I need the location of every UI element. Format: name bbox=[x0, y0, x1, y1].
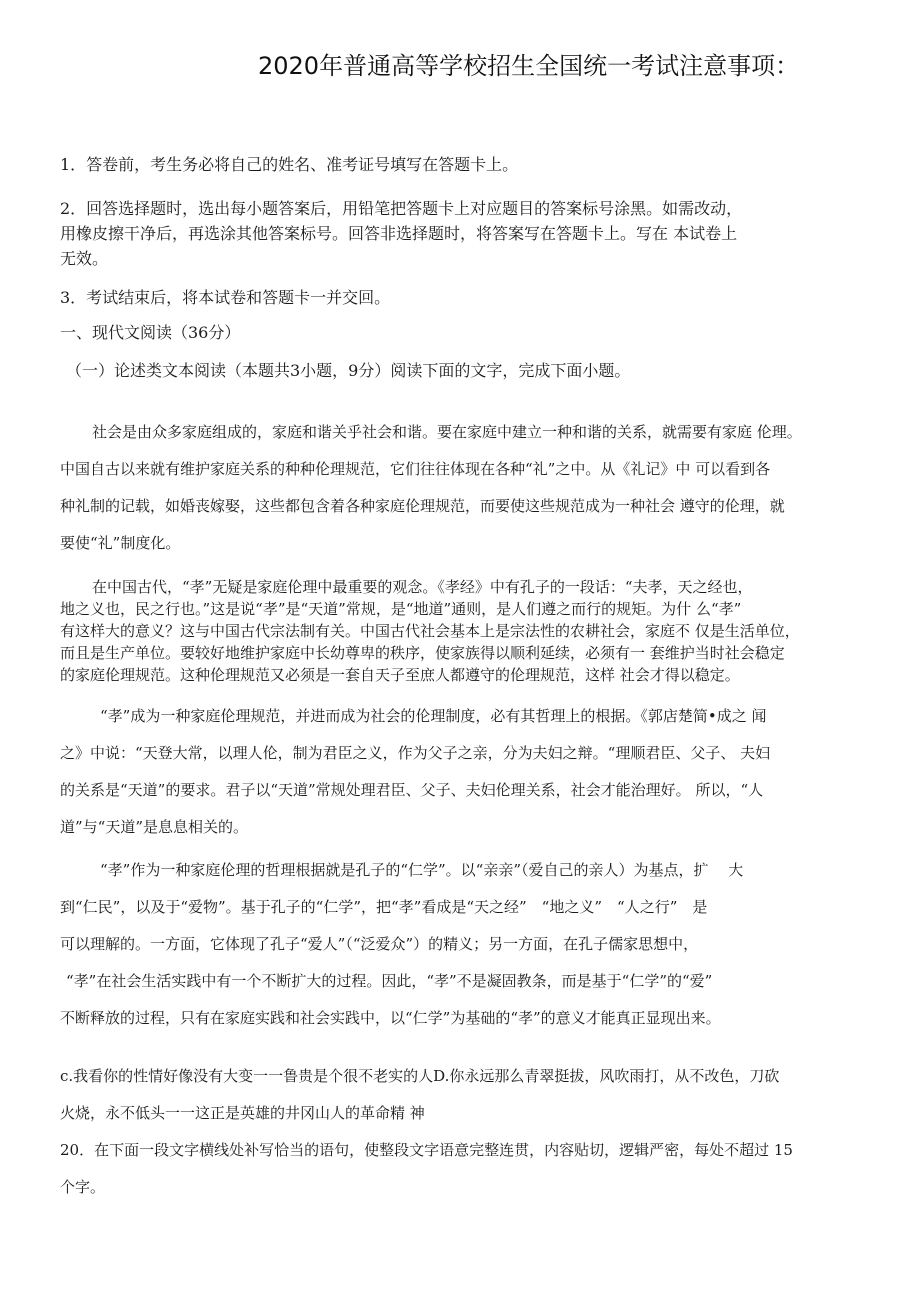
paragraph-line: 的关系是“天道”的要求。君子以“天道”常规处理君臣、父子、夫妇伦理关系，社会才能治理好。 所以，“人 bbox=[60, 781, 764, 799]
paragraph-line: 可以理解的。一方面，它体现了孔子“爱人”（“泛爱众”）的精义；另一方面，在孔子儒家思想中， bbox=[60, 935, 699, 953]
paragraph-line: 地之义也，民之行也。”这是说“孝”是“天道”常规，是“地道”通则，是人们遵之而行的规矩。为什 么“孝” bbox=[60, 600, 742, 618]
paragraph-line: 要使“礼”制度化。 bbox=[60, 534, 181, 552]
paragraph-3 bbox=[60, 698, 865, 846]
paragraph-4 bbox=[60, 852, 865, 1037]
paragraph-line: 种礼制的记载，如婚丧嫁娶，这些都包含着各种家庭伦理规范，而要使这些规范成为一种社会 遵守的伦理，就 bbox=[60, 497, 785, 515]
paragraph-2 bbox=[60, 576, 865, 686]
note-2-line-1: 2．回答选择题时，选出每小题答案后，用铅笔把答题卡上对应题目的答案标号涂黑。如需改动， bbox=[60, 199, 743, 218]
note-2-line-2: 用橡皮擦干净后，再选涂其他答案标号。回答非选择题时，将答案写在答题卡上。写在 本试卷上 bbox=[60, 224, 738, 243]
paragraph-line: 在中国古代，“孝”无疑是家庭伦理中最重要的观念。《孝经》中有孔子的一段话：“夫孝，天之经也， bbox=[92, 578, 753, 596]
paragraph-line: “孝”成为一种家庭伦理规范，并进而成为社会的伦理制度，必有其哲理上的根据。《郭店楚简•成之 闻 bbox=[100, 707, 767, 725]
note-2-line-3: 无效。 bbox=[60, 249, 109, 268]
paragraph-line: “孝”在社会生活实践中有一个不断扩大的过程。因此，“孝”不是凝固教条，而是基于“仁学”的“爱” bbox=[66, 972, 713, 990]
paragraph-line: 到“仁民”，以及于“爱物”。基于孔子的“仁学”，把“孝”看成是“天之经” “地之义” “人之行” 是 bbox=[60, 898, 708, 916]
option-line: 火烧，永不低头一一这正是英雄的井冈山人的革命精 神 bbox=[60, 1104, 425, 1122]
note-3: 3．考试结束后，将本试卷和答题卡一并交回。 bbox=[60, 288, 391, 307]
option-line: c.我看你的性情好像没有大变一一鲁贵是个很不老实的人D.你永远那么青翠挺拔，风吹雨打，从不改色，刀砍 bbox=[60, 1067, 780, 1085]
subsection-heading: （一）论述类文本阅读（本题共3小题，9分）阅读下面的文字，完成下面小题。 bbox=[66, 361, 631, 380]
paragraph-line: 之》中说：“天登大常，以理人伦，制为君臣之义，作为父子之亲，分为夫妇之辩。“理顺君臣、父子、 夫妇 bbox=[60, 744, 771, 762]
question-20: 20．在下面一段文字横线处补写恰当的语句，使整段文字语意完整连贯，内容贴切，逻辑严密，每处不超过 15 bbox=[60, 1141, 793, 1159]
question-20-cont: 个字。 bbox=[60, 1178, 106, 1196]
paragraph-line: 中国自古以来就有维护家庭关系的种种伦理规范，它们往往体现在各种“礼”之中。从《礼记》中 可以看到各 bbox=[60, 460, 771, 478]
note-1: 1．答卷前，考生务必将自己的姓名、准考证号填写在答题卡上。 bbox=[60, 155, 519, 174]
paragraph-line: 而且是生产单位。要较好地维护家庭中长幼尊卑的秩序，使家族得以顺利延续，必须有一 套维护当时社会稳定 bbox=[60, 644, 785, 662]
paragraph-line: 道”与“天道”是息息相关的。 bbox=[60, 818, 249, 836]
paragraph-line: 有这样大的意义？这与中国古代宗法制有关。中国古代社会基本上是宗法性的农耕社会，家庭不 仅是生活单位， bbox=[60, 622, 800, 640]
question-options bbox=[60, 1058, 865, 1206]
paragraph-line: 不断释放的过程，只有在家庭实践和社会实践中，以“仁学”为基础的“孝”的意义才能真正显现出来。 bbox=[60, 1009, 721, 1027]
paragraph-1 bbox=[60, 414, 865, 562]
section-heading: 一、现代文阅读（36分） bbox=[60, 323, 241, 342]
paragraph-line: “孝”作为一种家庭伦理的哲理根据就是孔子的“仁学”。以“亲亲”（爱自己的亲人）为基点，扩 大 bbox=[100, 861, 744, 879]
document-title: 2020年普通高等学校招生全国统一考试注意事项： bbox=[258, 52, 800, 80]
paragraph-line: 的家庭伦理规范。这种伦理规范又必须是一套自天子至庶人都遵守的伦理规范，这样 社会才得以稳定。 bbox=[60, 666, 740, 684]
paragraph-line: 社会是由众多家庭组成的，家庭和谐关乎社会和谐。要在家庭中建立一种和谐的关系，就需要有家庭 伦理。 bbox=[92, 423, 802, 441]
